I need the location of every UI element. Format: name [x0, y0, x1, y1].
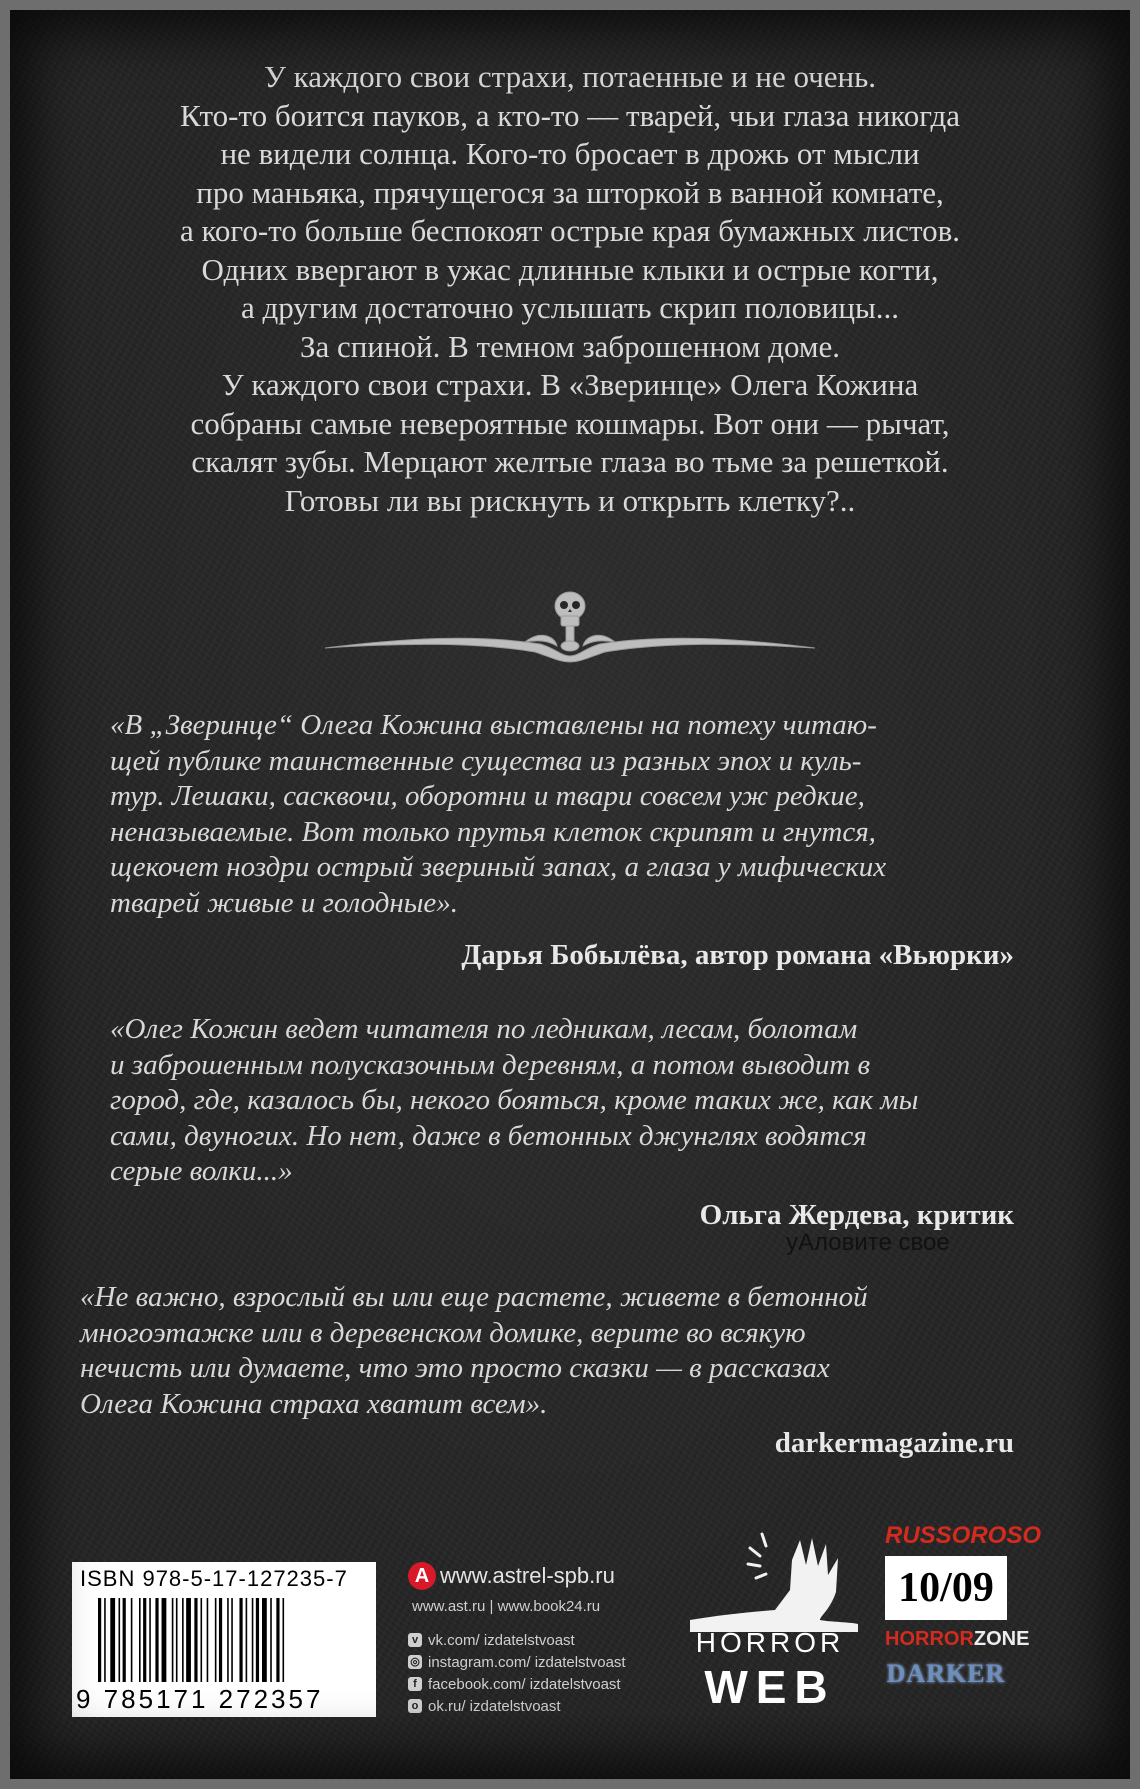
blurb-line: Готовы ли вы рискнуть и открыть клетку?.. [284, 482, 856, 518]
blurb-line: собраны самые невероятные кошмары. Вот они — рычат, [190, 405, 950, 441]
barcode-bar [270, 1598, 272, 1682]
blurb-line: У каждого свои страхи, потаенные и не очень. [263, 59, 877, 94]
blurb-line: За спиной. В темном заброшенном доме. [299, 328, 841, 364]
social-link-text: vk.com/ izdatelstvoast [428, 1631, 575, 1649]
site-secondary-links[interactable]: www.ast.ru | www.book24.ru [412, 1598, 601, 1615]
blurb-line: Одних ввергают в ужас длинные клыки и острые когти, [201, 251, 939, 287]
barcode-bar [172, 1598, 174, 1682]
quote-line: Олега Кожина страха хватит всем». [80, 1387, 548, 1420]
date-badge: 10/09 [885, 1556, 1007, 1620]
barcode-bar [239, 1598, 242, 1682]
quote-line: тур. Лешаки, сасквочи, оборотни и твари совсем уж редкие, [110, 780, 865, 812]
review-author-2: Ольга Жердева, критик [699, 1199, 1014, 1231]
barcode-bar [231, 1598, 233, 1682]
barcode-panel [72, 1562, 376, 1717]
barcode-bar [215, 1598, 217, 1682]
horror-web-label-top: HORROR [695, 1627, 845, 1658]
quote-line: многоэтажке или в деревенском домике, верите во всякую [80, 1316, 806, 1349]
social-link[interactable] [408, 1629, 626, 1651]
quote-line: сами, двуногих. Но нет, даже в бетонных джунглях водятся [110, 1119, 867, 1152]
darker-logo: DARKER [886, 1659, 1006, 1688]
facebook-icon: f [408, 1677, 422, 1691]
barcode-bar [246, 1598, 248, 1682]
blurb-line: не видели солнца. Кого-то бросает в дрожь от мысли [220, 136, 920, 171]
barcode-bar [176, 1598, 178, 1682]
blurb-line: про маньяка, прячущегося за шторкой в ванной комнате, [196, 174, 944, 210]
barcode-bar [186, 1598, 191, 1682]
blurb-line: а другим достаточно услышать скрип половицы... [240, 290, 900, 325]
barcode-bar [98, 1598, 101, 1682]
quote-line: и заброшенным полусказочным деревням, а потом выводит в [110, 1048, 871, 1081]
barcode-bar [207, 1598, 209, 1682]
barcode-bar [252, 1598, 254, 1682]
quote-line: город, где, казалось бы, некого бояться, кроме таких же, как мы [110, 1084, 919, 1116]
odnoklassniki-icon: o [408, 1699, 422, 1713]
russoroso-logo: RUSSOROSO [885, 1522, 1042, 1549]
barcode-bar [139, 1598, 141, 1682]
review-quote-1 [110, 708, 1014, 921]
partner-logos [885, 1522, 1042, 1689]
quote-line: «Не важно, взрослый вы или еще растете, живете в бетонной [80, 1281, 868, 1313]
social-link[interactable] [408, 1673, 626, 1695]
barcode-bar [201, 1598, 203, 1682]
overlay-faint-text: уАловите свое [786, 1229, 950, 1256]
quote-line: «В „Зверинце“ Олега Кожина выставлены на потеху читаю- [110, 709, 877, 741]
review-source-3: darkermagazine.ru [774, 1427, 1014, 1459]
barcode-digits: 9 785171 272357 [76, 1684, 324, 1714]
blurb-line: Кто-то боится пауков, а кто-то — тварей, чьи глаза никогда [179, 97, 960, 133]
social-link[interactable] [408, 1651, 626, 1673]
barcode-bar [227, 1598, 229, 1682]
blurb-line: скалят зубы. Мерцают желтые глаза во тьме за решеткой. [191, 444, 949, 479]
barcode-bar [162, 1598, 167, 1682]
horror-web-label-bottom: WEB [704, 1661, 836, 1713]
social-links [408, 1629, 626, 1717]
social-link[interactable] [408, 1695, 626, 1717]
quote-line: неназываемые. Вот только прутья клеток скрипят и гнутся, [110, 815, 876, 848]
barcode-bar [119, 1598, 121, 1682]
review-quote-3 [80, 1280, 1014, 1422]
barcode-bar [182, 1598, 184, 1682]
barcode-bar [155, 1598, 158, 1682]
site-main-link[interactable]: www.astrel-spb.ru [440, 1563, 615, 1588]
review-author-1: Дарья Бобылёва, автор романа «Вьюрки» [461, 939, 1014, 971]
cover-blurb [60, 58, 1080, 520]
barcode-bar [149, 1598, 151, 1682]
ast-logo-icon: A [408, 1562, 436, 1590]
horrorzone-part2: ZONE [973, 1628, 1030, 1650]
barcode-bar [256, 1598, 259, 1682]
quote-line: серые волки...» [110, 1155, 293, 1187]
barcode-bar [262, 1598, 267, 1682]
barcode-bar [123, 1598, 126, 1682]
quote-line: тварей живые и голодные». [110, 886, 459, 919]
publisher-links [408, 1562, 626, 1717]
horrorzone-part1: HORROR [885, 1628, 974, 1650]
barcode [98, 1598, 360, 1682]
barcode-bar [143, 1598, 146, 1682]
barcode-bar [283, 1598, 285, 1682]
instagram-icon: ◎ [408, 1655, 422, 1669]
quote-line: щекочет ноздри острый звериный запах, а глаза у мифических [110, 851, 887, 883]
review-quote-2 [110, 1012, 1014, 1190]
quote-line: нечисть или думаете, что это просто сказки — в рассказах [80, 1352, 830, 1384]
social-link-text: facebook.com/ izdatelstvoast [428, 1675, 621, 1693]
vk-icon: v [408, 1633, 422, 1647]
barcode-bar [276, 1598, 279, 1682]
social-link-text: instagram.com/ izdatelstvoast [428, 1653, 626, 1671]
barcode-bar [104, 1598, 106, 1682]
barcode-bar [110, 1598, 115, 1682]
social-link-text: ok.ru/ izdatelstvoast [428, 1697, 561, 1715]
blurb-line: а кого-то больше беспокоят острые края бумажных листов. [179, 213, 961, 248]
isbn-label: ISBN 978-5-17-127235-7 [80, 1566, 348, 1591]
barcode-bar [194, 1598, 197, 1682]
horrorzone-logo [885, 1628, 1030, 1651]
quote-line: щей публике таинственные существа из разных эпох и куль- [110, 744, 862, 777]
skull-ornament [325, 590, 815, 670]
blurb-line: У каждого свои страхи. В «Зверинце» Олега Кожина [221, 367, 919, 402]
barcode-bar [131, 1598, 133, 1682]
barcode-bar [219, 1598, 222, 1682]
quote-line: «Олег Кожин ведет читателя по ледникам, лесам, болотам [110, 1013, 858, 1045]
